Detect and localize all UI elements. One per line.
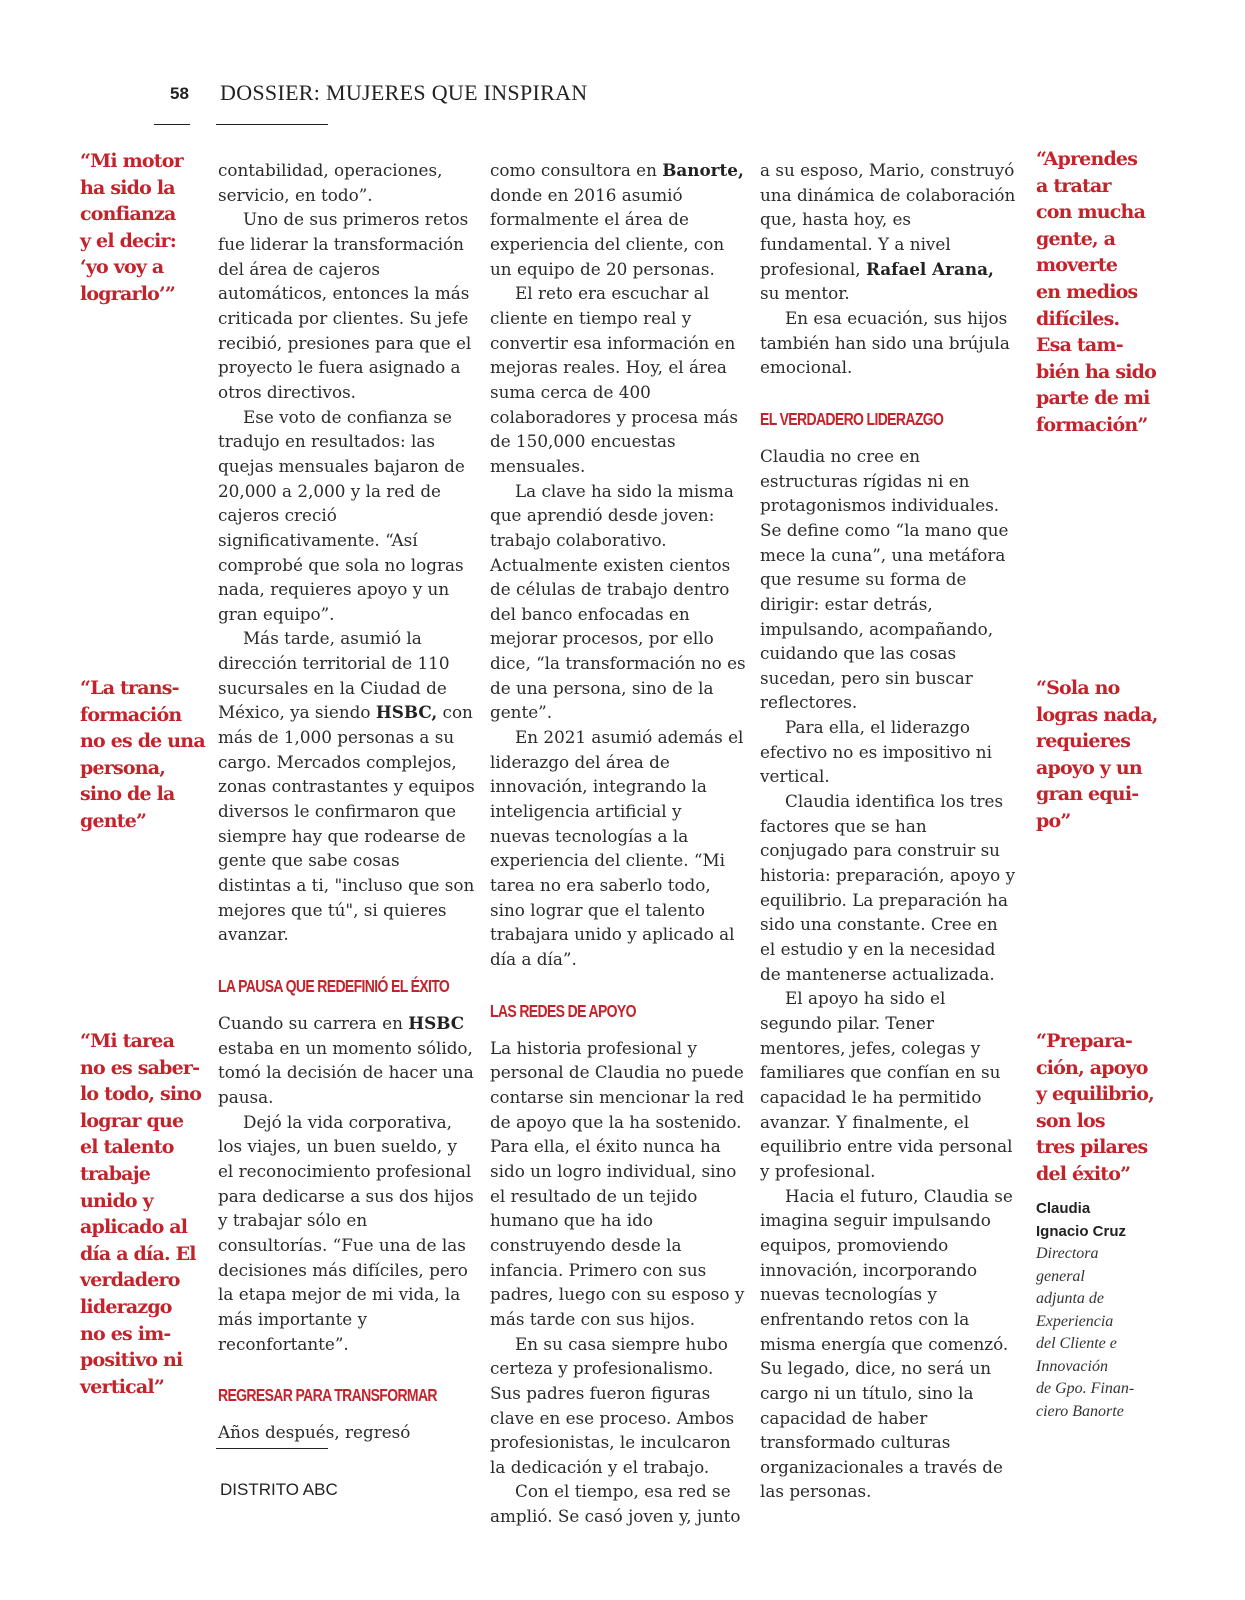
article-column-2	[490, 158, 746, 1529]
mentor-name: Rafael Arana,	[865, 258, 994, 279]
paragraph: La historia profesional y personal de Claudia no puede contarse sin mencionar la red de apoyo que la ha sostenido. Para ella, el éxito nunca ha sido un logro individual, sino el resultado de un tejido humano que ha ido construyendo desde la infancia. Primero con sus padres, luego con su esposo y más tarde con sus hijos.	[490, 1037, 745, 1329]
paragraph: Claudia no cree en estructuras rígidas ni en protagonismos individuales. Se define como “la mano que mece la cuna”, una metáfora que resume su forma de dirigir: estar detrás, impulsando, acompañando, cuidando que las cosas sucedan, pero sin buscar reflectores.	[760, 445, 1009, 713]
paragraph: Con el tiempo, esa red se amplió. Se casó joven y, junto	[490, 1481, 741, 1527]
paragraph: En su casa siempre hubo certeza y profesionalismo. Sus padres fueron figuras clave en ese proceso. Ambos profesionistas, le inculcaron la dedicación y el trabajo.	[490, 1333, 735, 1477]
company-name: Banorte,	[662, 160, 744, 180]
pull-quote-transformacion: “La trans- formación no es de una persona, sino de la gente”	[80, 677, 205, 832]
paragraph: Claudia identifica los tres factores que se han conjugado para construir su historia: preparación, apoyo y equilibrio. La preparación ha sido una constante. Cree en el estudio y en la necesidad de mantenerse actualizada.	[760, 791, 1016, 984]
paragraph: En esa ecuación, sus hijos también han sido una brújula emocional.	[760, 307, 1010, 378]
paragraph: La clave ha sido la misma que aprendió desde joven: trabajo colaborativo. Actualmente existen cientos de células de trabajo dentro del banco enfocadas en mejorar procesos, por ello dice, “la transformación no es de una persona, sino de la gente”.	[490, 480, 746, 723]
pull-quote-sola: “Sola no logras nada, requieres apoyo y un gran equi- po”	[1036, 677, 1158, 832]
paragraph: Uno de sus primeros retos fue liderar la transformación del área de cajeros automáticos, entonces la más criticada por clientes. Su jefe recibió, presiones para que el proyecto le fuera asignado a otros directivos.	[218, 209, 472, 402]
pull-quote-preparacion: “Prepara- ción, apoyo y equilibrio, son los tres pilares del éxito”	[1036, 1030, 1154, 1185]
paragraph: Hacia el futuro, Claudia se imagina seguir impulsando equipos, promoviendo innovación, incorporando nuevas tecnologías y enfrentando retos con la misma energía que comenzó. Su legado, dice, no será un cargo ni un título, sino la capacidad de haber transformado culturas organizacionales a través de las personas.	[760, 1185, 1013, 1502]
footer-rule	[216, 1448, 328, 1449]
section-title: DOSSIER: MUJERES QUE INSPIRAN	[220, 80, 588, 105]
footer-publication: DISTRITO ABC	[220, 1480, 338, 1499]
subheading-verdadero: EL VERDADERO LIDERAZGO	[760, 408, 944, 429]
header-rule-left	[154, 124, 190, 125]
company-name: HSBC,	[375, 702, 438, 723]
paragraph: Años después, regresó	[218, 1422, 411, 1443]
pull-quote-aprendes: “Aprendes a tratar con mucha gente, a moverte en medios difíciles. Esa tam- bién ha sido parte de mi formación”	[1036, 148, 1157, 436]
credit-name: Claudia Ignacio Cruz	[1036, 1200, 1127, 1240]
header-rule-right	[216, 124, 328, 125]
paragraph: Para ella, el liderazgo efectivo no es impositivo ni vertical.	[760, 717, 992, 787]
paragraph: Cuando su carrera en HSBC estaba en un momento sólido, tomó la decisión de hacer una pausa.	[218, 1013, 474, 1107]
paragraph: El reto era escuchar al cliente en tiempo real y convertir esa información en mejoras reales. Hoy, el área suma cerca de 400 colaboradores y procesa más de 150,000 encuestas mensuales.	[490, 283, 738, 476]
paragraph: Más tarde, asumió la dirección territorial de 110 sucursales en la Ciudad de México, ya siendo HSBC, con más de 1,000 personas a su cargo. Mercados complejos, zonas contrastantes y equipos diversos le confirmaron que siempre hay que rodearse de gente que sabe cosas distintas a ti, "incluso que son mejores que tú", si quieres avanzar.	[218, 628, 475, 945]
paragraph: En 2021 asumió además el liderazgo del área de innovación, integrando la inteligencia artificial y nuevas tecnologías a la experiencia del cliente. “Mi tarea no era saberlo todo, sino lograr que el talento trabajara unido y aplicado al día a día”.	[490, 727, 744, 969]
paragraph: Dejó la vida corporativa, los viajes, un buen sueldo, y el reconocimiento profesional para dedicarse a sus dos hijos y trabajar sólo en consultorías. “Fue una de las decisiones más difíciles, pero la etapa mejor de mi vida, la más importante y reconfortante”.	[218, 1111, 474, 1354]
company-name: HSBC	[408, 1013, 465, 1033]
article-column-3	[760, 158, 1018, 1504]
paragraph: a su esposo, Mario, construyó una dinámica de colaboración que, hasta hoy, es fundamental. Y a nivel profesional, Rafael Arana, su mentor.	[760, 160, 1016, 304]
pull-quote-motor: “Mi motor ha sido la confianza y el decir: ‘yo voy a lograrlo’”	[80, 150, 183, 305]
subheading-pausa: LA PAUSA QUE REDEFINIÓ EL ÉXITO	[218, 976, 450, 996]
pull-quote-mi-tarea: “Mi tarea no es saber- lo todo, sino lograr que el talento trabaje unido y aplicado al día a día. El verdadero liderazgo no es im- positivo ni vertical”	[80, 1030, 202, 1398]
subheading-regresar: REGRESAR PARA TRANSFORMAR	[218, 1385, 437, 1406]
paragraph: contabilidad, operaciones, servicio, en todo”.	[218, 160, 443, 205]
paragraph: como consultora en Banorte, donde en 2016 asumió formalmente el área de experiencia del cliente, con un equipo de 20 personas.	[490, 160, 744, 279]
article-column-1	[218, 158, 476, 1445]
subheading-redes: LAS REDES DE APOYO	[490, 1000, 636, 1021]
paragraph: Ese voto de confianza se tradujo en resultados: las quejas mensuales bajaron de 20,000 a 2,000 y la red de cajeros creció significativamente. “Así comprobé que sola no logras nada, requieres apoyo y un gran equipo”.	[218, 406, 465, 624]
page-number: 58	[170, 84, 189, 103]
credit-role: Directora general adjunta de Experiencia del Cliente e Innovación de Gpo. Finan- ciero Banorte	[1036, 1245, 1135, 1420]
paragraph: El apoyo ha sido el segundo pilar. Tener mentores, jefes, colegas y familiares que confían en su capacidad le ha permitido avanzar. Y finalmente, el equilibrio entre vida personal y profesional.	[760, 988, 1013, 1181]
